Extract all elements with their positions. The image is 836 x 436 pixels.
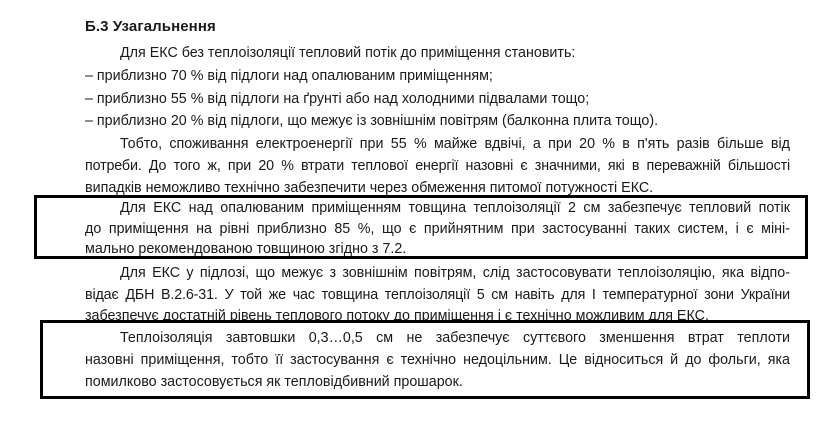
paragraph-2-line: випадків неможливо технічно забезпечити через обмеження питомої потужності ЕКС. [85, 180, 654, 196]
paragraph-3-line: до приміщення на рівні приблизно 85 %, що є прийнятним при застосуванні таких систем, і є міні- [85, 221, 790, 237]
paragraph-5-line: назовні приміщення, тобто її застосування є технічно недоцільним. Це відноситься й до фольги, яка [85, 352, 790, 368]
paragraph-2-line: Тобто, споживання електроенергії при 55 % майже вдвічі, а при 20 % в п'ять разів більше від [120, 136, 790, 152]
paragraph-4-line: відає ДБН В.2.6-31. У той же час товщина теплоізоляції 5 см навіть для І температурної зони України [85, 287, 790, 303]
paragraph-5-line: помилково застосовується як тепловідбивний прошарок. [85, 374, 463, 390]
paragraph-4-line: Для ЕКС у підлозі, що межує з зовнішнім повітрям, слід застосовувати теплоізоляцію, яка відпо- [120, 265, 790, 281]
paragraph-5-line: Теплоізоляція завтовшки 0,3…0,5 см не забезпечує суттєвого зменшення втрат теплоти [120, 330, 790, 346]
paragraph-4-line: забезпечує достатній рівень теплового потоку до приміщення і є технічно можливим для ЕКС. [85, 308, 709, 324]
list-item: – приблизно 20 % від підлоги, що межує із зовнішнім повітрям (балконна плита тощо). [85, 113, 659, 129]
section-heading: Б.3 Узагальнення [85, 18, 216, 35]
list-item: – приблизно 70 % від підлоги над опалюваним приміщенням; [85, 68, 493, 84]
paragraph-3-line: мально рекомендованою товщиною згідно з 7.2. [85, 241, 407, 257]
paragraph-3-line: Для ЕКС над опалюваним приміщенням товщина теплоізоляції 2 см забезпечує тепловий потік [120, 200, 790, 216]
paragraph-1-intro: Для ЕКС без теплоізоляції тепловий потік до приміщення становить: [120, 45, 576, 61]
paragraph-2-line: потреби. До того ж, при 20 % втрати теплової енергії назовні є значними, які в переважній більшості [85, 158, 790, 174]
list-item: – приблизно 55 % від підлоги на ґрунті або над холодними підвалами тощо; [85, 91, 590, 107]
highlight-box-paragraph-5 [40, 320, 810, 399]
highlight-box-paragraph-3 [34, 195, 808, 259]
